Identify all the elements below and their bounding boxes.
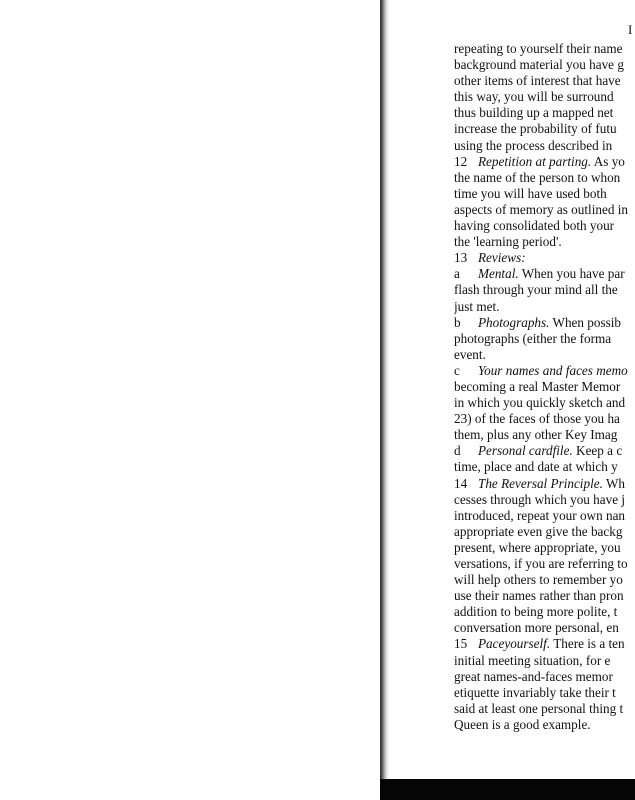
italic-heading-text: Personal cardfile. — [478, 443, 573, 459]
text-line — [454, 411, 635, 427]
text-line — [454, 138, 635, 154]
book-binding-edge — [380, 0, 389, 782]
italic-heading-text: Paceyourself. — [478, 636, 551, 652]
body-text: introduced, repeat your own nan — [454, 507, 626, 523]
body-text: repeating to yourself their name — [454, 41, 623, 56]
text-line — [454, 395, 635, 411]
body-text: them, plus any other Key Imag — [454, 427, 618, 443]
text-line — [454, 202, 635, 218]
body-text: photographs (either the forma — [454, 330, 612, 346]
text-line — [454, 653, 635, 669]
page-number: I — [628, 22, 633, 37]
body-text: When possib — [549, 314, 621, 330]
text-line — [454, 572, 635, 588]
item-label: d — [454, 443, 461, 459]
body-text: conversation more personal, en — [454, 620, 619, 636]
text-line — [454, 556, 635, 572]
text-line — [454, 685, 635, 701]
scan-bottom-border — [380, 779, 635, 800]
body-text: Wh — [602, 475, 625, 491]
text-line — [454, 186, 635, 202]
text-line — [454, 669, 635, 685]
body-text: When you have par — [518, 266, 625, 282]
body-text: becoming a real Master Memor — [454, 378, 621, 394]
italic-heading-text: Reviews: — [478, 250, 526, 266]
italic-heading-text: Photographs. — [478, 314, 550, 330]
item-label: 15 — [454, 636, 468, 652]
body-text: aspects of memory as outlined in — [454, 201, 628, 217]
text-line — [454, 604, 635, 620]
body-text: said at least one personal thing t — [454, 700, 624, 716]
text-line — [454, 73, 635, 89]
body-text: initial meeting situation, for e — [454, 652, 611, 668]
text-line — [454, 492, 635, 508]
text-line — [454, 331, 635, 347]
body-text: the 'learning period'. — [454, 234, 562, 250]
text-line — [454, 524, 635, 540]
text-line — [454, 299, 635, 315]
text-line — [454, 508, 635, 524]
text-line — [454, 315, 635, 331]
text-line — [454, 154, 635, 170]
italic-heading-text: Repetition at parting. — [478, 153, 592, 169]
body-text: increase the probability of futu — [454, 121, 617, 137]
body-text: time you will have used both — [454, 185, 607, 201]
body-text: other items of interest that have — [454, 73, 621, 89]
body-text: Keep a c — [572, 443, 623, 459]
body-text: just met. — [454, 298, 500, 314]
body-text: 23) of the faces of those you ha — [454, 411, 620, 427]
text-line — [454, 427, 635, 443]
body-text: thus building up a mapped net — [454, 105, 614, 121]
text-line — [454, 701, 635, 717]
item-label: 13 — [454, 250, 468, 266]
text-line — [454, 57, 635, 73]
item-label: b — [454, 314, 461, 330]
text-line — [454, 41, 635, 57]
body-text: flash through your mind all the — [454, 282, 618, 298]
body-text: etiquette invariably take their t — [454, 684, 616, 700]
text-line — [454, 282, 635, 298]
text-line — [454, 459, 635, 475]
body-text: Queen is a good example. — [454, 716, 591, 732]
body-text: using the process described in — [454, 137, 613, 153]
text-line — [454, 379, 635, 395]
text-line — [454, 588, 635, 604]
body-text: use their names rather than pron — [454, 588, 624, 604]
item-label: a — [454, 266, 460, 282]
text-line — [454, 347, 635, 363]
italic-heading-text: Your names and faces memo — [478, 362, 628, 378]
body-text: present, where appropriate, you — [454, 539, 621, 555]
body-text: time, place and date at which y — [454, 459, 618, 475]
body-text: event. — [454, 346, 486, 362]
italic-heading-text: Mental. — [478, 266, 519, 282]
text-line — [454, 363, 635, 379]
item-label: 14 — [454, 475, 468, 491]
text-line — [454, 266, 635, 282]
body-text: versations, if you are referring to — [454, 556, 628, 571]
body-text: There is a ten — [550, 636, 625, 652]
body-text: cesses through which you have j — [454, 491, 626, 507]
italic-heading-text: The Reversal Principle. — [478, 475, 603, 491]
text-line — [454, 636, 635, 652]
body-text: As yo — [591, 153, 625, 169]
text-line — [454, 170, 635, 186]
text-line — [454, 476, 635, 492]
text-line — [454, 89, 635, 105]
text-line — [454, 717, 635, 733]
page-text — [454, 41, 635, 733]
body-text: having consolidated both your — [454, 218, 615, 234]
body-text: appropriate even give the backg — [454, 523, 623, 539]
text-line — [454, 443, 635, 459]
item-label: 12 — [454, 153, 468, 169]
body-text: will help others to remember yo — [454, 572, 623, 588]
body-text: great names-and-faces memor — [454, 668, 613, 684]
text-line — [454, 540, 635, 556]
body-text: this way, you will be surround — [454, 89, 614, 105]
text-line — [454, 218, 635, 234]
text-line — [454, 234, 635, 250]
body-text: background material you have g — [454, 57, 624, 73]
body-text: in which you quickly sketch and — [454, 395, 626, 411]
body-text: addition to being more polite, t — [454, 604, 618, 620]
text-line — [454, 250, 635, 266]
text-line — [454, 620, 635, 636]
body-text: the name of the person to whon — [454, 169, 621, 185]
text-line — [454, 121, 635, 137]
text-line — [454, 105, 635, 121]
item-label: c — [454, 362, 460, 378]
